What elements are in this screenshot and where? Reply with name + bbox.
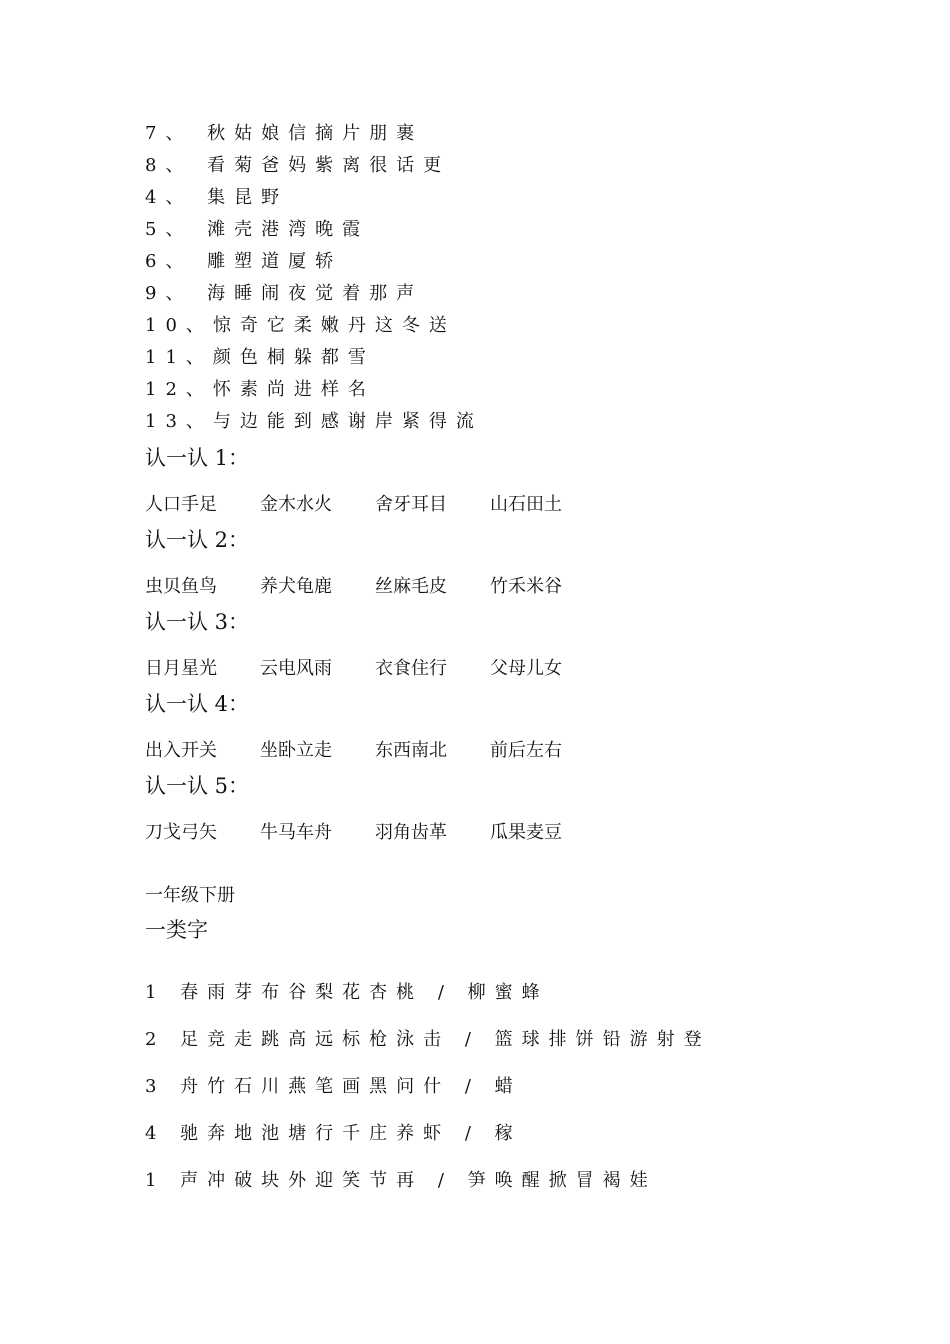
recognize-groups-3 (145, 654, 605, 680)
lesson-row: 10、惊奇它柔嫩丹这冬送 (145, 315, 456, 336)
word-group: 羽角齿革 (375, 822, 447, 843)
lesson-row: 11、颜色桐躲都雪 (145, 347, 375, 368)
lesson-row: 4、 集昆野 (145, 187, 289, 208)
word-group: 养犬龟鹿 (260, 576, 332, 597)
word-group: 坐卧立走 (260, 740, 332, 761)
lesson-row: 12、怀素尚进样名 (145, 379, 375, 400)
word-group: 日月星光 (145, 658, 217, 679)
recognize-groups-5 (145, 818, 605, 844)
word-group: 牛马车舟 (260, 822, 332, 843)
word-group: 东西南北 (375, 740, 447, 761)
grade-label: 一年级下册 (145, 885, 235, 906)
class-one-row: 1 春雨芽布谷梨花杏桃 / 柳蜜蜂 (145, 982, 549, 1003)
lesson-row: 8、 看菊爸妈紫离很话更 (145, 155, 451, 176)
word-group: 金木水火 (260, 494, 332, 515)
class-one-row: 2 足竞走跳高远标枪泳击 / 篮球排饼铅游射登 (145, 1029, 711, 1050)
word-group: 山石田土 (490, 494, 562, 515)
recognize-groups-4 (145, 736, 605, 762)
word-group: 瓜果麦豆 (490, 822, 562, 843)
recognize-heading-4: 认一认 4： (145, 692, 250, 716)
lesson-row: 7、 秋姑娘信摘片朋裹 (145, 123, 424, 144)
word-group: 衣食住行 (375, 658, 447, 679)
word-group: 云电风雨 (260, 658, 332, 679)
section-title: 一类字 (145, 918, 208, 942)
word-group: 父母儿女 (490, 658, 562, 679)
lesson-character-list (145, 118, 483, 438)
word-group: 刀戈弓矢 (145, 822, 217, 843)
recognize-heading-2: 认一认 2： (145, 528, 250, 552)
word-group: 前后左右 (490, 740, 562, 761)
word-group: 舍牙耳目 (375, 494, 447, 515)
recognize-heading-3: 认一认 3： (145, 610, 250, 634)
recognize-heading-5: 认一认 5： (145, 774, 250, 798)
word-group: 丝麻毛皮 (375, 576, 447, 597)
word-group: 虫贝鱼鸟 (145, 576, 217, 597)
word-group: 人口手足 (145, 494, 217, 515)
lesson-row: 6、 雕塑道厦轿 (145, 251, 343, 272)
class-one-row: 3 舟竹石川燕笔画黑问什 / 蜡 (145, 1076, 522, 1097)
lesson-row: 9、 海睡闹夜觉着那声 (145, 283, 424, 304)
recognize-groups-2 (145, 572, 605, 598)
word-group: 出入开关 (145, 740, 217, 761)
recognize-heading-1: 认一认 1： (145, 446, 250, 470)
lesson-row: 5、 滩壳港湾晚霞 (145, 219, 370, 240)
lesson-row: 13、与边能到感谢岸紧得流 (145, 411, 483, 432)
word-group: 竹禾米谷 (490, 576, 562, 597)
class-one-row: 4 驰奔地池塘行千庄养虾 / 稼 (145, 1123, 522, 1144)
class-one-row: 1 声冲破块外迎笑节再 / 笋唤醒掀冒褐娃 (145, 1170, 657, 1191)
recognize-groups-1 (145, 490, 605, 516)
